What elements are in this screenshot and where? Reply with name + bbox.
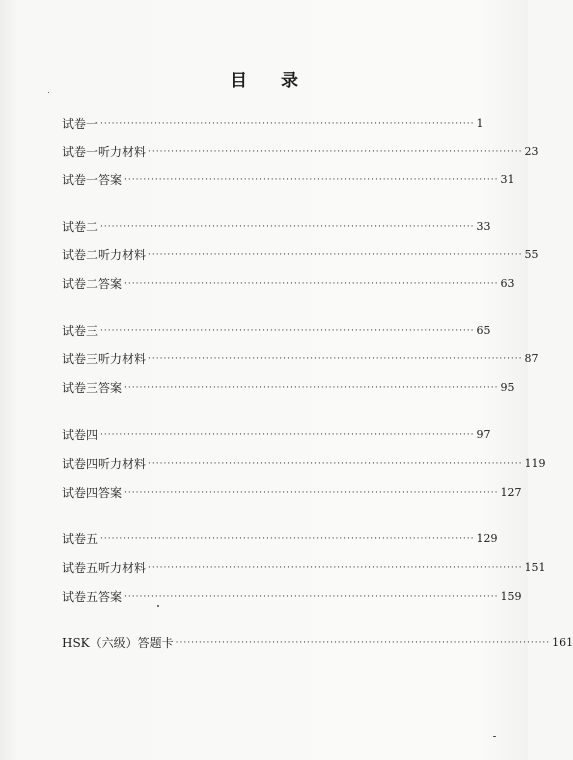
toc-entry xyxy=(62,115,484,133)
toc-entry-label: 试卷一答案 xyxy=(62,173,123,187)
toc-entry-page: 1 xyxy=(476,117,484,130)
toc-entry-page: 23 xyxy=(524,145,539,158)
toc-entry-label: 试卷二答案 xyxy=(62,277,123,291)
toc-entry-label: 试卷五 xyxy=(62,532,99,546)
leader-dots: ································································································· xyxy=(124,279,499,289)
toc-entry-label: 试卷二 xyxy=(62,220,99,234)
toc-entry-label: 试卷二听力材料 xyxy=(62,248,147,262)
scan-speck xyxy=(493,736,496,737)
toc-entry xyxy=(62,275,515,293)
toc-entry-label: HSK（六级）答题卡 xyxy=(62,636,174,650)
toc-entry xyxy=(62,634,573,652)
scan-speck xyxy=(157,605,159,607)
leader-dots: ································································································· xyxy=(124,488,499,498)
toc-entry xyxy=(62,426,491,444)
toc-entry-page: 31 xyxy=(500,173,515,186)
toc-entry xyxy=(62,246,539,264)
toc-entry-label: 试卷三听力材料 xyxy=(62,352,147,366)
toc-entry-page: 129 xyxy=(476,532,498,545)
toc-entry-page: 55 xyxy=(524,248,539,261)
toc-entry-page: 97 xyxy=(476,428,491,441)
leader-dots: ································································································· xyxy=(148,563,523,573)
toc-entry-label: 试卷一听力材料 xyxy=(62,145,147,159)
leader-dots: ································································································· xyxy=(100,326,475,336)
leader-dots: ································································································· xyxy=(124,383,499,393)
toc-entry xyxy=(62,530,498,548)
toc-entry xyxy=(62,350,539,368)
toc-entry xyxy=(62,322,491,340)
toc-entry-page: 63 xyxy=(500,277,515,290)
leader-dots: ································································································· xyxy=(148,250,523,260)
leader-dots: ································································································· xyxy=(148,147,523,157)
toc-entry xyxy=(62,218,491,236)
toc-entry-page: 159 xyxy=(500,590,522,603)
toc-entry xyxy=(62,559,546,577)
scan-speck xyxy=(48,92,49,93)
toc-entry-label: 试卷三答案 xyxy=(62,381,123,395)
leader-dots: ································································································· xyxy=(124,592,499,602)
toc-entry-page: 127 xyxy=(500,486,522,499)
toc-entry-page: 95 xyxy=(500,381,515,394)
page-title: 目 录 xyxy=(230,71,312,91)
toc-entry-page: 161 xyxy=(552,636,573,649)
toc-entry xyxy=(62,143,539,161)
toc-entry-page: 151 xyxy=(524,561,546,574)
leader-dots: ································································································· xyxy=(124,175,499,185)
toc-entry-page: 87 xyxy=(524,352,539,365)
toc-entry-label: 试卷五答案 xyxy=(62,590,123,604)
leader-dots: ································································································· xyxy=(100,222,475,232)
leader-dots: ································································································· xyxy=(100,534,475,544)
toc-entry-label: 试卷四听力材料 xyxy=(62,457,147,471)
toc-entry xyxy=(62,455,546,473)
toc-entry-label: 试卷四答案 xyxy=(62,486,123,500)
toc-entry xyxy=(62,171,515,189)
toc-entry-page: 65 xyxy=(476,324,491,337)
toc-entry-label: 试卷三 xyxy=(62,324,99,338)
toc-entry xyxy=(62,484,522,502)
toc-entry-page: 33 xyxy=(476,220,491,233)
toc-entry-page: 119 xyxy=(524,457,546,470)
toc-entry-label: 试卷五听力材料 xyxy=(62,561,147,575)
leader-dots: ································································································· xyxy=(148,459,523,469)
leader-dots: ································································································· xyxy=(148,354,523,364)
leader-dots: ································································································· xyxy=(100,119,475,129)
leader-dots: ································································································· xyxy=(175,638,551,648)
leader-dots: ································································································· xyxy=(100,430,475,440)
toc-entry-label: 试卷四 xyxy=(62,428,99,442)
toc-entry xyxy=(62,588,522,606)
toc-entry-label: 试卷一 xyxy=(62,117,99,131)
toc-entry xyxy=(62,379,515,397)
